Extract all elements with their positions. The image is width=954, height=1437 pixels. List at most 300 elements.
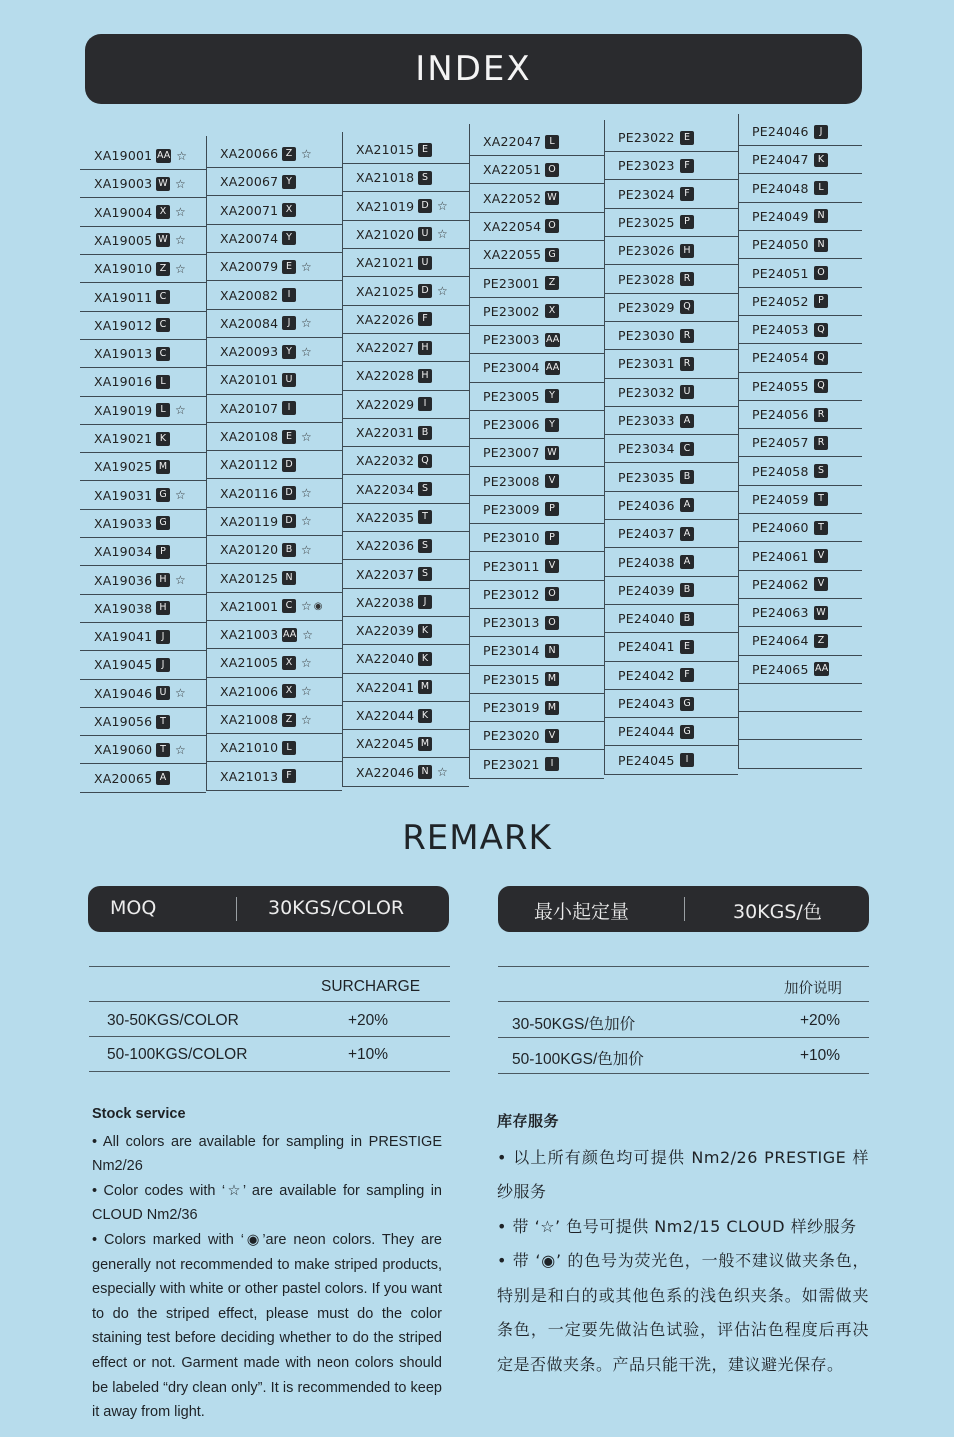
color-code: XA22034 — [356, 481, 415, 497]
group-letter-badge: D — [418, 284, 432, 298]
group-letter-badge: O — [545, 163, 559, 177]
color-code: PE24044 — [618, 724, 675, 740]
group-letter-badge: Q — [814, 379, 828, 393]
star-icon: ☆ — [175, 573, 186, 588]
group-letter-badge: K — [418, 709, 432, 723]
color-code: PE24051 — [752, 265, 809, 281]
group-letter-badge: K — [156, 432, 170, 446]
index-row — [604, 464, 738, 492]
color-code: XA22035 — [356, 509, 415, 525]
moq-cn-value: 30KGS/色 — [733, 901, 822, 923]
group-letter-badge: Y — [282, 345, 296, 359]
group-letter-badge: F — [680, 159, 694, 173]
group-letter-badge: G — [156, 488, 170, 502]
group-letter-badge: E — [282, 260, 296, 274]
color-code: XA21018 — [356, 170, 415, 186]
star-icon: ☆ — [302, 627, 314, 642]
color-code: XA21025 — [356, 283, 415, 299]
index-row — [342, 476, 469, 504]
surcharge-range: 30-50KGS/COLOR — [107, 1012, 239, 1029]
index-row — [469, 751, 604, 779]
group-letter-badge: T — [156, 743, 170, 757]
index-row — [469, 468, 604, 496]
group-letter-badge: L — [156, 375, 170, 389]
group-letter-badge: B — [680, 470, 694, 484]
color-code: XA21010 — [220, 740, 279, 756]
color-code: XA19013 — [94, 346, 153, 362]
group-letter-badge: N — [814, 238, 828, 252]
color-code: XA19021 — [94, 431, 153, 447]
stock-note: • 以上所有颜色均可提供 Nm2/26 PRESTIGE 样纱服务 — [497, 1147, 869, 1201]
group-letter-badge: AA — [283, 628, 297, 640]
color-index-grid — [80, 124, 862, 788]
group-letter-badge: G — [680, 725, 694, 739]
group-letter-badge: A — [680, 414, 694, 428]
group-letter-badge: C — [156, 318, 170, 332]
color-code: PE24055 — [752, 378, 809, 394]
moq-cn-pill — [498, 886, 869, 932]
index-row — [738, 373, 862, 401]
group-letter-badge: L — [814, 181, 828, 195]
column-divider — [342, 132, 343, 787]
group-letter-badge: J — [282, 316, 296, 330]
color-code: XA20084 — [220, 315, 279, 331]
group-letter-badge: AA — [157, 149, 171, 161]
index-row — [206, 423, 342, 451]
index-row — [604, 209, 738, 237]
index-row — [206, 168, 342, 196]
index-row — [206, 395, 342, 423]
group-letter-badge: K — [814, 153, 828, 167]
group-letter-badge: Z — [282, 713, 296, 727]
index-row — [206, 140, 342, 168]
color-code: XA22029 — [356, 396, 415, 412]
index-row — [738, 684, 862, 712]
color-code: PE23010 — [483, 530, 540, 546]
color-code: PE23031 — [618, 356, 675, 372]
index-row — [206, 282, 342, 310]
group-letter-badge: X — [545, 304, 559, 318]
color-code: XA20112 — [220, 457, 279, 473]
group-letter-badge: Z — [814, 634, 828, 648]
surcharge-pct: +20% — [348, 1012, 389, 1029]
index-row — [469, 270, 604, 298]
group-letter-badge: N — [545, 644, 559, 658]
index-row — [342, 645, 469, 673]
color-code: PE24037 — [618, 526, 675, 542]
group-letter-badge: P — [814, 294, 828, 308]
color-code: XA19010 — [94, 261, 153, 277]
index-row — [206, 480, 342, 508]
group-letter-badge: Z — [156, 262, 170, 276]
color-code: PE23022 — [618, 130, 675, 146]
color-code: XA19001 — [94, 148, 153, 164]
star-icon: ☆ — [437, 284, 448, 299]
stock-service-cn — [497, 1104, 869, 1382]
color-code: XA20107 — [220, 400, 279, 416]
group-letter-badge: P — [545, 502, 559, 516]
index-row — [342, 447, 469, 475]
table-rule — [498, 1001, 869, 1002]
group-letter-badge: X — [156, 205, 170, 219]
index-row — [80, 142, 206, 170]
color-code: PE24036 — [618, 497, 675, 513]
color-code: XA22039 — [356, 623, 415, 639]
star-icon: ☆ — [301, 486, 312, 501]
index-row — [80, 651, 206, 679]
group-letter-badge: R — [680, 272, 694, 286]
group-letter-badge: N — [282, 571, 296, 585]
group-letter-badge: F — [680, 187, 694, 201]
group-letter-badge: F — [282, 769, 296, 783]
color-code: PE23007 — [483, 445, 540, 461]
index-row — [604, 549, 738, 577]
group-letter-badge: V — [545, 729, 559, 743]
color-code: PE24062 — [752, 576, 809, 592]
color-code: PE23001 — [483, 275, 540, 291]
color-code: XA22031 — [356, 425, 415, 441]
group-letter-badge: I — [418, 397, 432, 411]
index-row — [469, 354, 604, 382]
group-letter-badge: R — [680, 357, 694, 371]
index-title: INDEX — [415, 49, 532, 89]
index-row — [80, 453, 206, 481]
color-code: PE24060 — [752, 520, 809, 536]
index-row — [604, 152, 738, 180]
index-row — [206, 225, 342, 253]
color-code: XA22037 — [356, 566, 415, 582]
group-letter-badge: E — [282, 430, 296, 444]
color-code: XA19012 — [94, 317, 153, 333]
color-code: XA19060 — [94, 742, 153, 758]
group-letter-badge: L — [545, 135, 559, 149]
group-letter-badge: E — [680, 640, 694, 654]
color-code: PE23025 — [618, 214, 675, 230]
color-code: PE24043 — [618, 696, 675, 712]
table-rule — [89, 1071, 450, 1072]
color-code: PE23035 — [618, 469, 675, 485]
index-row — [604, 690, 738, 718]
stock-service-title: Stock service — [92, 1106, 186, 1122]
color-code: XA20101 — [220, 372, 279, 388]
color-code: PE24045 — [618, 752, 675, 768]
surcharge-header: SURCHARGE — [321, 978, 421, 995]
color-code: PE23008 — [483, 473, 540, 489]
index-row — [342, 702, 469, 730]
index-row — [206, 593, 342, 621]
color-code: XA20108 — [220, 429, 279, 445]
color-code: XA20065 — [94, 770, 153, 786]
color-code: XA20074 — [220, 230, 279, 246]
index-row — [604, 520, 738, 548]
color-code: XA22038 — [356, 594, 415, 610]
group-letter-badge: I — [282, 288, 296, 302]
group-letter-badge: E — [418, 143, 432, 157]
group-letter-badge: L — [156, 403, 170, 417]
index-row — [604, 322, 738, 350]
color-code: XA21006 — [220, 683, 279, 699]
group-letter-badge: A — [680, 498, 694, 512]
column-divider — [206, 136, 207, 791]
group-letter-badge: D — [282, 458, 296, 472]
index-row — [738, 741, 862, 769]
star-icon: ☆ — [175, 233, 186, 248]
star-icon: ☆ — [175, 686, 186, 701]
group-letter-badge: A — [156, 771, 170, 785]
color-code: XA22051 — [483, 162, 542, 178]
color-code: XA21001 — [220, 598, 279, 614]
color-code: PE23011 — [483, 558, 540, 574]
color-code: PE23026 — [618, 243, 675, 259]
color-code: XA19056 — [94, 714, 153, 730]
index-row — [342, 391, 469, 419]
color-code: XA22044 — [356, 708, 415, 724]
color-code: PE24058 — [752, 463, 809, 479]
group-letter-badge: A — [680, 555, 694, 569]
index-row — [342, 674, 469, 702]
group-letter-badge: Q — [680, 300, 694, 314]
index-row — [206, 366, 342, 394]
star-icon: ☆ — [175, 742, 186, 757]
index-row — [469, 496, 604, 524]
surcharge-pct: +20% — [800, 1012, 841, 1029]
color-code: XA19031 — [94, 487, 153, 503]
index-row — [604, 662, 738, 690]
index-row — [738, 401, 862, 429]
color-code: PE24046 — [752, 124, 809, 140]
group-letter-badge: S — [418, 482, 432, 496]
index-row — [206, 310, 342, 338]
color-code: PE23013 — [483, 615, 540, 631]
group-letter-badge: F — [680, 668, 694, 682]
group-letter-badge: O — [545, 587, 559, 601]
index-row — [604, 124, 738, 152]
index-row — [342, 278, 469, 306]
color-code: XA20079 — [220, 259, 279, 275]
color-code: PE24050 — [752, 237, 809, 253]
group-letter-badge: W — [156, 177, 170, 191]
index-row — [469, 637, 604, 665]
index-row — [738, 203, 862, 231]
surcharge-pct: +10% — [800, 1047, 841, 1064]
group-letter-badge: G — [156, 516, 170, 530]
group-letter-badge: S — [814, 464, 828, 478]
stock-note: • Colors marked with ‘◉’are neon colors. They are generally not recommended to make striped products, especially with white or other pastel colors. If you want to do the striped effect, please must do the color staining test before deciding whether to do the striped effect or not. Garment made with neon colors should be labeled “dry clean only”. It is recommended to keep it away from light. — [92, 1231, 442, 1421]
color-code: PE23030 — [618, 328, 675, 344]
star-icon: ☆ — [301, 514, 312, 529]
group-letter-badge: U — [156, 686, 170, 700]
index-row — [206, 734, 342, 762]
index-row — [80, 510, 206, 538]
index-row — [738, 146, 862, 174]
index-row — [469, 553, 604, 581]
group-letter-badge: X — [282, 203, 296, 217]
color-code: PE23004 — [483, 360, 540, 376]
color-code: XA19019 — [94, 402, 153, 418]
color-code: PE23019 — [483, 700, 540, 716]
star-icon: ☆ — [301, 542, 312, 557]
index-row — [469, 298, 604, 326]
index-row — [80, 368, 206, 396]
moq-en-pill — [88, 886, 449, 932]
group-letter-badge: A — [680, 527, 694, 541]
index-row — [469, 185, 604, 213]
group-letter-badge: U — [418, 227, 432, 241]
index-row — [206, 706, 342, 734]
group-letter-badge: H — [418, 369, 432, 383]
star-icon: ☆ — [301, 599, 312, 614]
color-code: XA19011 — [94, 289, 153, 305]
index-row — [604, 577, 738, 605]
index-row — [80, 425, 206, 453]
index-row — [80, 199, 206, 227]
star-icon: ☆ — [437, 227, 448, 242]
index-row — [469, 411, 604, 439]
group-letter-badge: B — [282, 543, 296, 557]
group-letter-badge: J — [418, 595, 432, 609]
index-row — [469, 666, 604, 694]
index-row — [80, 567, 206, 595]
index-row — [604, 379, 738, 407]
group-letter-badge: O — [545, 616, 559, 630]
color-code: XA20116 — [220, 485, 279, 501]
table-rule — [89, 966, 450, 967]
index-row — [738, 571, 862, 599]
color-code: XA22040 — [356, 651, 415, 667]
color-code: PE24048 — [752, 180, 809, 196]
index-row — [738, 260, 862, 288]
index-row — [469, 524, 604, 552]
group-letter-badge: D — [282, 514, 296, 528]
index-row — [604, 718, 738, 746]
table-rule — [89, 1001, 450, 1002]
group-letter-badge: AA — [546, 333, 560, 345]
star-icon: ☆ — [437, 765, 448, 780]
color-code: XA21015 — [356, 142, 415, 158]
group-letter-badge: D — [282, 486, 296, 500]
color-code: XA21005 — [220, 655, 279, 671]
index-row — [80, 284, 206, 312]
color-code: PE24039 — [618, 582, 675, 598]
color-code: XA20067 — [220, 174, 279, 190]
index-row — [469, 241, 604, 269]
color-code: PE23002 — [483, 303, 540, 319]
surcharge-table-cn — [498, 966, 869, 1074]
color-code: PE24053 — [752, 322, 809, 338]
index-row — [80, 340, 206, 368]
star-icon: ☆ — [301, 429, 312, 444]
color-code: PE24047 — [752, 152, 809, 168]
color-code: XA21008 — [220, 712, 279, 728]
color-code: XA19005 — [94, 232, 153, 248]
surcharge-range: 50-100KGS/色加价 — [512, 1051, 644, 1068]
index-row — [738, 599, 862, 627]
index-row — [80, 255, 206, 283]
group-letter-badge: E — [680, 131, 694, 145]
color-code: XA22045 — [356, 736, 415, 752]
remark-title: REMARK — [402, 818, 552, 858]
stock-note: • All colors are available for sampling in PRESTIGE Nm2/26 — [92, 1133, 442, 1175]
column-divider — [738, 114, 739, 769]
index-row — [342, 136, 469, 164]
stock-service-title: 库存服务 — [497, 1112, 560, 1130]
star-icon: ☆ — [176, 148, 188, 163]
color-code: PE24056 — [752, 407, 809, 423]
stock-note: • Color codes with ‘☆’ are available for sampling in CLOUD Nm2/36 — [92, 1182, 442, 1224]
group-letter-badge: M — [545, 701, 559, 715]
index-row — [469, 213, 604, 241]
group-letter-badge: R — [814, 408, 828, 422]
group-letter-badge: B — [680, 583, 694, 597]
color-code: PE24061 — [752, 548, 809, 564]
index-row — [738, 514, 862, 542]
color-code: XA22036 — [356, 538, 415, 554]
index-row — [469, 694, 604, 722]
color-code: XA19003 — [94, 176, 153, 192]
group-letter-badge: B — [418, 426, 432, 440]
index-row — [80, 765, 206, 793]
group-letter-badge: S — [418, 539, 432, 553]
table-rule — [498, 1037, 869, 1038]
color-code: PE24040 — [618, 611, 675, 627]
group-letter-badge: F — [418, 312, 432, 326]
group-letter-badge: C — [282, 599, 296, 613]
color-code: PE24041 — [618, 639, 675, 655]
group-letter-badge: I — [545, 757, 559, 771]
star-icon: ☆ — [175, 403, 186, 418]
index-row — [604, 633, 738, 661]
color-code: PE23014 — [483, 643, 540, 659]
group-letter-badge: K — [418, 624, 432, 638]
index-row — [206, 508, 342, 536]
group-letter-badge: W — [814, 606, 828, 620]
star-icon: ☆ — [301, 344, 312, 359]
color-code: XA19016 — [94, 374, 153, 390]
group-letter-badge: AA — [546, 361, 560, 373]
group-letter-badge: J — [156, 658, 170, 672]
group-letter-badge: G — [680, 697, 694, 711]
group-letter-badge: M — [418, 680, 432, 694]
surcharge-range: 30-50KGS/色加价 — [512, 1016, 636, 1033]
index-row — [80, 312, 206, 340]
index-row — [738, 344, 862, 372]
group-letter-badge: V — [545, 559, 559, 573]
color-code: XA21019 — [356, 198, 415, 214]
color-code: XA19038 — [94, 600, 153, 616]
index-row — [342, 362, 469, 390]
color-code: PE23032 — [618, 384, 675, 400]
group-letter-badge: Q — [814, 323, 828, 337]
index-row — [738, 288, 862, 316]
group-letter-badge: C — [156, 290, 170, 304]
group-letter-badge: T — [418, 510, 432, 524]
color-code: PE24052 — [752, 293, 809, 309]
index-row — [738, 429, 862, 457]
index-row — [342, 589, 469, 617]
group-letter-badge: T — [814, 521, 828, 535]
group-letter-badge: H — [156, 601, 170, 615]
star-icon: ☆ — [301, 684, 312, 699]
index-row — [80, 736, 206, 764]
index-row — [206, 649, 342, 677]
group-letter-badge: W — [156, 233, 170, 247]
star-icon: ☆ — [301, 316, 312, 331]
neon-dot-icon: ◉ — [313, 600, 323, 612]
group-letter-badge: Y — [282, 231, 296, 245]
stock-note: • 带 ‘◉’ 的色号为荧光色，一般不建议做夹条色，特别是和白的或其他色系的浅色织夹条。如需做夹条色，一定要先做沾色试验，评估沾色程度后再决定是否做夹条。产品只能干洗，建议避光保存。 — [497, 1251, 869, 1374]
color-code: XA19036 — [94, 572, 153, 588]
color-code: XA20066 — [220, 146, 279, 162]
